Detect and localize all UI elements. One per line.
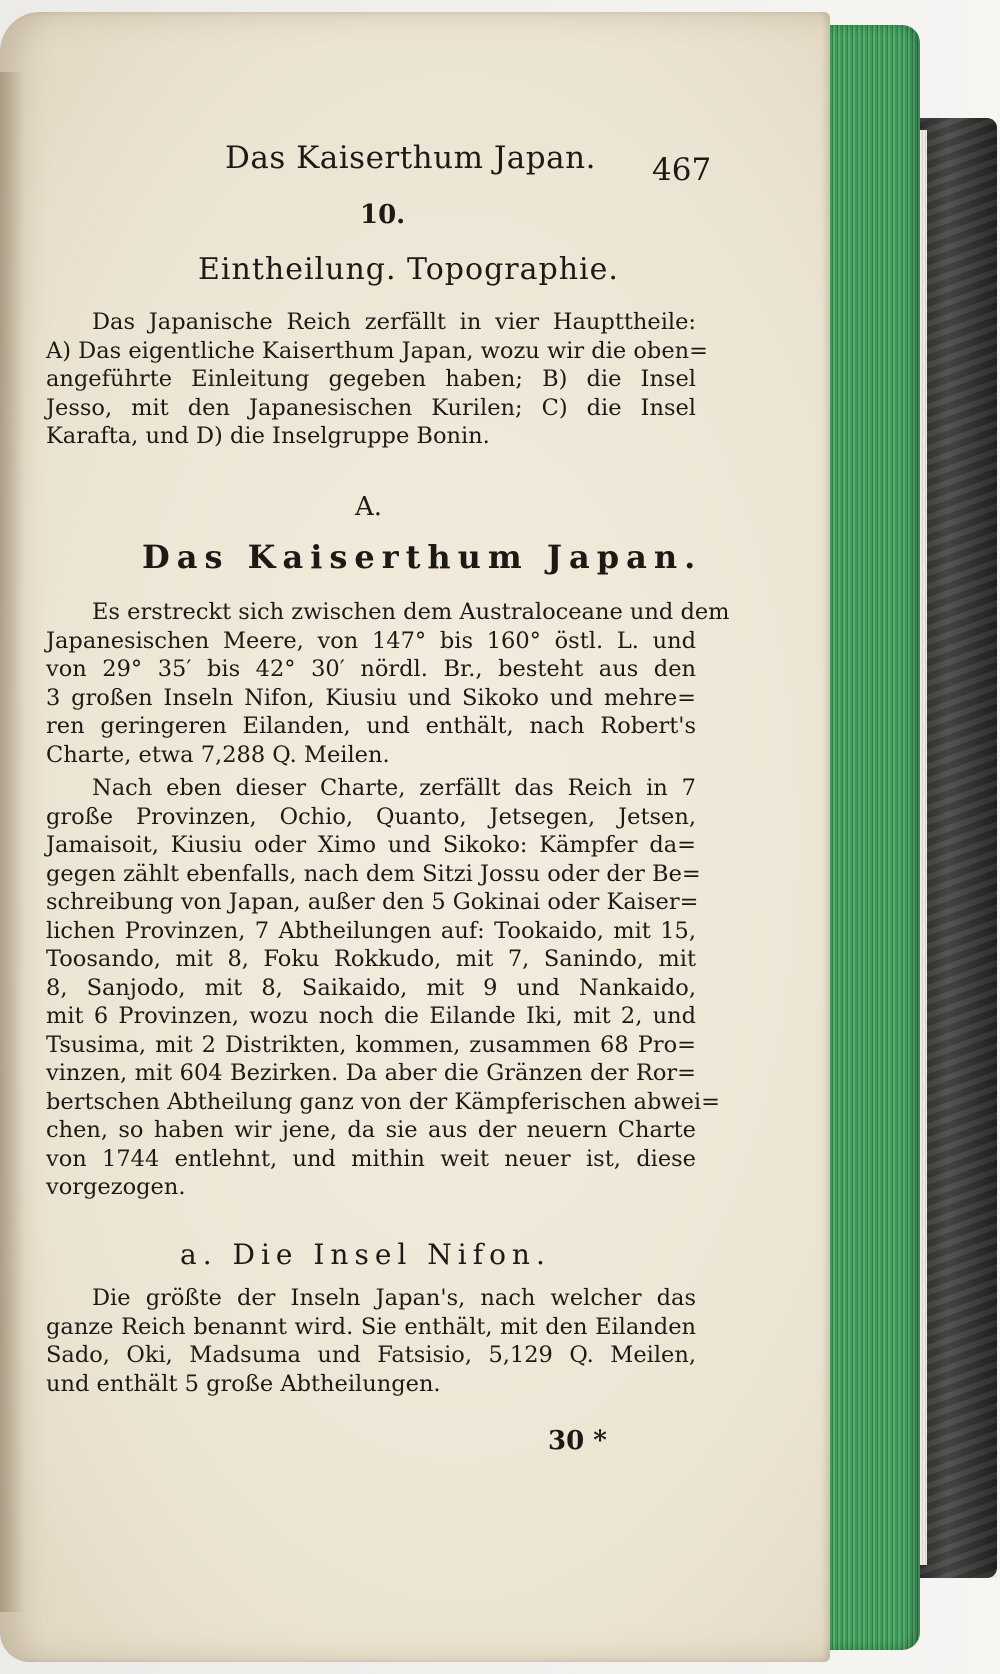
text-line: schreibung von Japan, außer den 5 Gokinai oder Kaiser= <box>46 889 699 915</box>
paragraph-nifon <box>46 1284 696 1398</box>
intro-paragraph <box>46 308 708 451</box>
book-page <box>0 12 830 1662</box>
text-line: 3 großen Inseln Nifon, Kiusiu und Sikoko und mehre= <box>46 684 696 711</box>
text-line: bertschen Abtheilung ganz von der Kämpferischen abwei= <box>46 1088 720 1115</box>
text-line: Die größte der Inseln Japan's, nach welcher das <box>92 1285 696 1311</box>
text-line: Sado, Oki, Madsuma und Fatsisio, 5,129 Q. Meilen, <box>46 1342 696 1368</box>
text-line: mit 6 Provinzen, wozu noch die Eilande Iki, mit 2, und <box>46 1003 696 1029</box>
text-line: Jamaisoit, Kiusiu oder Ximo und Sikoko: Kämpfer da= <box>46 832 696 858</box>
text-line: Karafta, und D) die Inselgruppe Bonin. <box>46 423 490 449</box>
text-line: große Provinzen, Ochio, Quanto, Jetsegen, Jetsen, <box>46 803 696 830</box>
text-line: A) Das eigentliche Kaiserthum Japan, wozu wir die oben= <box>46 337 708 364</box>
text-line: Das Japanische Reich zerfällt in vier Haupttheile: <box>92 309 696 335</box>
text-line: angeführte Einleitung gegeben haben; B) die Insel <box>46 366 696 392</box>
text-line: Japanesischen Meere, von 147° bis 160° östl. L. und <box>46 627 696 654</box>
text-line: 8, Sanjodo, mit 8, Saikaido, mit 9 und Nankaido, <box>46 974 696 1001</box>
text-line: Toosando, mit 8, Foku Rokkudo, mit 7, Sanindo, mit <box>46 946 696 972</box>
text-line: Es erstreckt sich zwischen dem Australoceane und dem <box>92 599 730 625</box>
text-line: chen, so haben wir jene, da sie aus der neuern Charte <box>46 1117 696 1143</box>
book-back-cover <box>915 118 997 1578</box>
page-gutter-shadow <box>0 72 24 1612</box>
text-line: Charte, etwa 7,288 Q. Meilen. <box>46 741 390 768</box>
text-line: von 29° 35′ bis 42° 30′ nördl. Br., besteht aus den <box>46 656 696 682</box>
text-line: Jesso, mit den Japanesischen Kurilen; C) die Insel <box>46 394 696 421</box>
section-heading: Eintheilung. Topographie. <box>198 252 619 287</box>
paragraph-extent <box>46 598 730 769</box>
subsection-heading: Das Kaiserthum Japan. <box>142 538 703 576</box>
text-line: Nach eben dieser Charte, zerfällt das Reich in 7 <box>92 775 696 801</box>
text-line: lichen Provinzen, 7 Abtheilungen auf: Tookaido, mit 15, <box>46 917 696 944</box>
text-line: und enthält 5 große Abtheilungen. <box>46 1370 441 1397</box>
running-header-title: Das Kaiserthum Japan. <box>225 140 596 176</box>
text-line: ren geringeren Eilanden, und enthält, nach Robert's <box>46 713 696 739</box>
green-fore-edge <box>820 25 920 1650</box>
text-line: vorgezogen. <box>46 1174 186 1200</box>
text-line: ganze Reich benannt wird. Sie enthält, mit den Eilanden <box>46 1313 696 1340</box>
page-number: 467 <box>652 152 712 188</box>
text-line: gegen zählt ebenfalls, nach dem Sitzi Jossu oder der Be= <box>46 860 701 887</box>
text-line: von 1744 entlehnt, und mithin weit neuer ist, diese <box>46 1145 696 1172</box>
paragraph-provinces <box>46 774 720 1202</box>
text-line: vinzen, mit 604 Bezirken. Da aber die Gränzen der Ror= <box>46 1060 696 1086</box>
signature-mark: 30 * <box>548 1426 607 1456</box>
text-line: Tsusima, mit 2 Distrikten, kommen, zusammen 68 Pro= <box>46 1031 696 1058</box>
island-heading: a. Die Insel Nifon. <box>180 1238 551 1271</box>
subsection-letter: A. <box>355 492 383 522</box>
section-number: 10. <box>360 200 406 230</box>
